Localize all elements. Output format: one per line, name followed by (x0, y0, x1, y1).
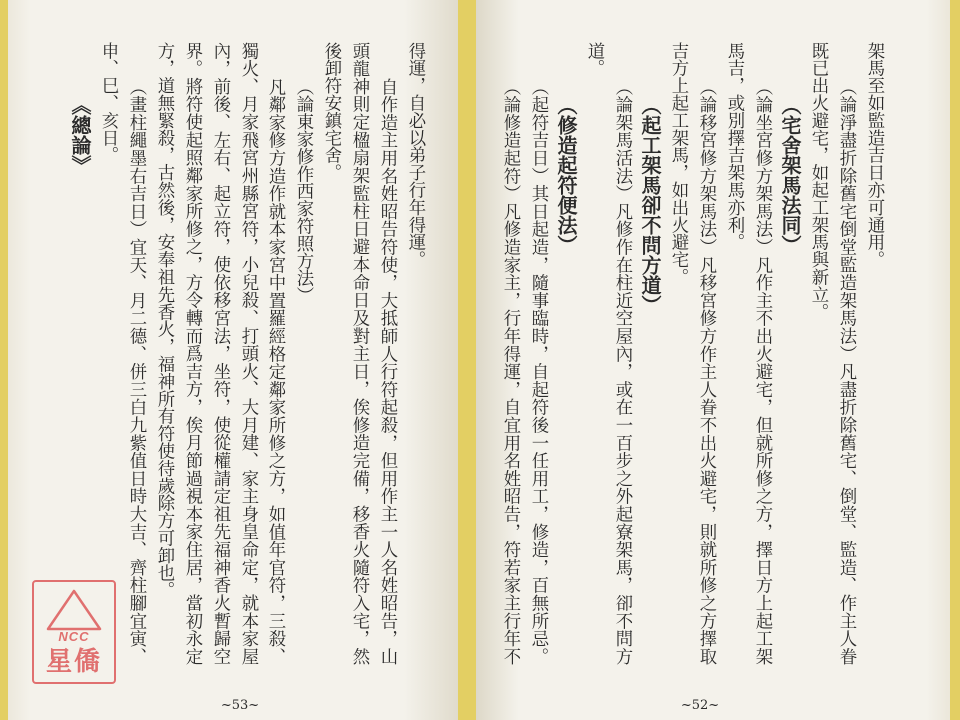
right-text-column-11: 道。 (584, 42, 604, 77)
left-section-heading-east-west: （論東家修作西家符照方法） (293, 78, 313, 305)
stamp-abbr: NCC (58, 629, 90, 644)
warning-triangle-icon (45, 588, 103, 632)
section-heading-general-discussion: 《總論》 (68, 95, 92, 175)
left-text-column-3: 頭龍神則定楹扇架監柱日避本命日及對主日，俟修造完備，移香火隨符入宅，然 (349, 42, 369, 665)
left-text-column-2: 自作造主用名姓昭告符使，大抵師人行符起殺，但用作主一人名姓昭告，山 (377, 78, 397, 665)
left-text-column-1: 得運，自必以弟子行年得運。 (405, 42, 425, 269)
right-text-column-3: 既已出火避宅，如起工架馬與新立。 (808, 42, 828, 321)
left-text-column-4: 後卸符安鎮宅舍。 (321, 42, 341, 182)
right-text-column-5: （論坐宮修方架馬法）凡作主不出火避宅，但就所修之方，擇日方上起工架 (752, 78, 772, 665)
section-heading-frame-direction: （起工架馬卻不問方道） (638, 95, 662, 315)
right-text-column-14: （論修造起符）凡修造家主，行年得運，自宜用名姓昭告，符若家主行年不 (500, 78, 520, 665)
section-heading-house-frame: （宅舍架馬法同） (778, 95, 802, 255)
right-text-column-8: 吉方上起工架馬，如出火避宅。 (668, 42, 688, 286)
left-text-column-12: 申、巳、亥日。 (98, 42, 118, 164)
right-text-column-6: 馬吉，或別擇吉架馬亦利。 (724, 42, 744, 251)
ncc-stamp-logo (32, 580, 116, 684)
right-text-column-13: （起符吉日）其日起造，隨事臨時，自起符後一任用工，修造，百無所忌。 (528, 78, 548, 665)
left-text-column-9: 界。將符使起照鄰家所修之，方令轉而爲吉方，俟月節過視本家住居，當初永定 (182, 42, 202, 665)
right-page (476, 0, 950, 720)
left-text-column-7: 獨火、月家飛宮州縣宮符，小兒殺、打頭火、大月建、家主身皇命定，就本家屋 (238, 42, 258, 665)
left-text-column-8: 內，前後、左右、起立符，使依移宮法，坐符，使從權請定祖先福神香火暫歸空 (210, 42, 230, 665)
right-text-column-10: （論架馬活法）凡修作在柱近空屋內，或在一百步之外起寮架馬，卻不問方 (612, 78, 632, 665)
stamp-name: 星僑 (45, 647, 102, 677)
left-text-column-6: 凡鄰家修方造作就本家宮中置羅經格定鄰家所修之方，如值年官符，三殺、 (265, 78, 285, 665)
left-text-column-10: 方，道無緊殺，古然後，安奉祖先香火，福神所有符使待歲除方可卸也。 (154, 42, 174, 599)
right-text-column-2: （論淨盡折除舊宅倒堂監造架馬法）凡盡折除舊宅、倒堂、監造、作主人眷 (836, 78, 856, 665)
right-text-column-7: （論移宮修方架馬法）凡移宮修方作主人眷不出火避宅，則就所修之方擇取 (696, 78, 716, 665)
section-heading-talisman-method: （修造起符便法） (554, 95, 578, 255)
right-text-column-1: 架馬至如監造吉日亦可通用。 (864, 42, 884, 269)
page-number: ~52~ (680, 698, 720, 713)
left-page (8, 0, 458, 720)
left-text-column-11: （畫柱繩墨右吉日）宜天、月二德、併三白九紫值日時大吉、齊柱腳宜寅、 (126, 78, 146, 665)
page-number: ~53~ (220, 698, 260, 713)
